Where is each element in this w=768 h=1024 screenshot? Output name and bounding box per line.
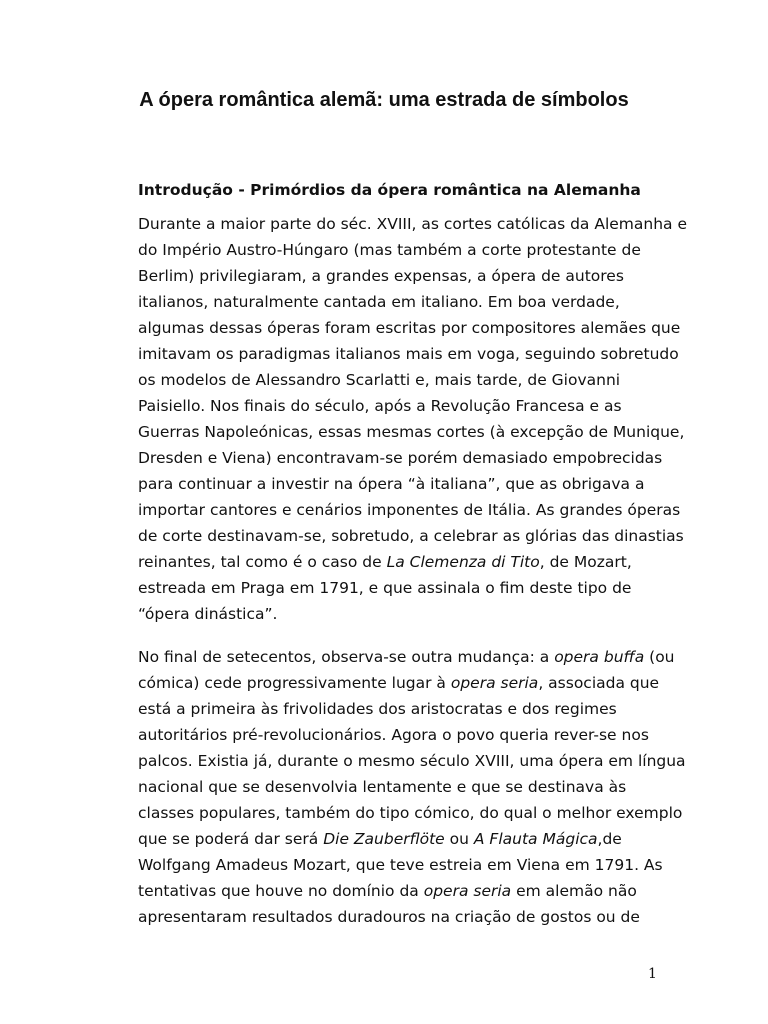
text-run: “ópera dinástica”. [138, 605, 278, 623]
paragraph-line [138, 670, 686, 696]
text-run: palcos. Existia já, durante o mesmo século XVIII, uma ópera em língua [138, 752, 686, 770]
text-run: ou [444, 830, 474, 848]
paragraph-line [138, 393, 687, 419]
paragraph-line [138, 696, 686, 722]
text-run: Guerras Napoleónicas, essas mesmas cortes (à excepção de Munique, [138, 423, 685, 441]
text-run: os modelos de Alessandro Scarlatti e, mais tarde, de Giovanni [138, 371, 621, 389]
paragraph-2 [138, 644, 686, 930]
document-title: A ópera romântica alemã: uma estrada de símbolos [139, 89, 629, 111]
text-run: italianos, naturalmente cantada em italiano. Em boa verdade, [138, 293, 620, 311]
paragraph-line [138, 263, 687, 289]
text-run: algumas dessas óperas foram escritas por compositores alemães que [138, 319, 681, 337]
paragraph-line [138, 367, 687, 393]
text-run: importar cantores e cenários imponentes de Itália. As grandes óperas [138, 501, 681, 519]
italic-title-text: opera seria [423, 882, 512, 900]
paragraph-line [138, 445, 687, 471]
paragraph-line [138, 341, 687, 367]
italic-title-text: A Flauta Mágica [473, 830, 598, 848]
paragraph-line [138, 722, 686, 748]
italic-title-text: La Clemenza di Tito [386, 553, 540, 571]
paragraph-line [138, 826, 686, 852]
paragraph-line [138, 774, 686, 800]
page-number: 1 [648, 966, 657, 982]
text-run: autoritários pré-revolucionários. Agora o povo queria rever-se nos [138, 726, 649, 744]
paragraph-line [138, 575, 687, 601]
paragraph-line [138, 748, 686, 774]
text-run: que se poderá dar será [138, 830, 324, 848]
text-run: ,de [597, 830, 622, 848]
paragraph-line [138, 601, 687, 627]
text-run: em alemão não [511, 882, 637, 900]
text-run: para continuar a investir na ópera “à italiana”, que as obrigava a [138, 475, 645, 493]
paragraph-line [138, 289, 687, 315]
italic-title-text: opera seria [450, 674, 539, 692]
text-run: , de Mozart, [539, 553, 632, 571]
text-run: Durante a maior parte do séc. XVIII, as cortes católicas da Alemanha e [138, 215, 688, 233]
paragraph-line [138, 904, 686, 930]
section-heading: Introdução - Primórdios da ópera romântica na Alemanha [138, 181, 641, 199]
text-run: (ou [644, 648, 675, 666]
text-run: tentativas que houve no domínio da [138, 882, 424, 900]
italic-title-text: Die Zauberflöte [323, 830, 445, 848]
text-run: Wolfgang Amadeus Mozart, que teve estreia em Viena em 1791. As [138, 856, 663, 874]
italic-title-text: opera buffa [554, 648, 645, 666]
text-run: de corte destinavam-se, sobretudo, a celebrar as glórias das dinastias [138, 527, 684, 545]
paragraph-line [138, 419, 687, 445]
paragraph-line [138, 800, 686, 826]
text-run: , associada que [538, 674, 660, 692]
paragraph-line [138, 315, 687, 341]
text-run: classes populares, também do tipo cómico, do qual o melhor exemplo [138, 804, 683, 822]
paragraph-line [138, 523, 687, 549]
text-run: reinantes, tal como é o caso de [138, 553, 387, 571]
paragraph-1 [138, 211, 687, 627]
paragraph-line [138, 211, 687, 237]
text-run: imitavam os paradigmas italianos mais em voga, seguindo sobretudo [138, 345, 679, 363]
text-run: cómica) cede progressivamente lugar à [138, 674, 451, 692]
text-run: apresentaram resultados duradouros na criação de gostos ou de [138, 908, 640, 926]
paragraph-line [138, 471, 687, 497]
paragraph-line [138, 237, 687, 263]
text-run: Berlim) privilegiaram, a grandes expensas, a ópera de autores [138, 267, 624, 285]
text-run: nacional que se desenvolvia lentamente e que se destinava às [138, 778, 627, 796]
text-run: do Império Austro-Húngaro (mas também a corte protestante de [138, 241, 641, 259]
paragraph-line [138, 878, 686, 904]
paragraph-line [138, 644, 686, 670]
paragraph-line [138, 852, 686, 878]
text-run: Paisiello. Nos finais do século, após a Revolução Francesa e as [138, 397, 622, 415]
text-run: No final de setecentos, observa-se outra mudança: a [138, 648, 555, 666]
paragraph-line [138, 497, 687, 523]
text-run: está a primeira às frivolidades dos aristocratas e dos regimes [138, 700, 617, 718]
text-run: estreada em Praga em 1791, e que assinala o fim deste tipo de [138, 579, 632, 597]
text-run: Dresden e Viena) encontravam-se porém demasiado empobrecidas [138, 449, 663, 467]
paragraph-line [138, 549, 687, 575]
